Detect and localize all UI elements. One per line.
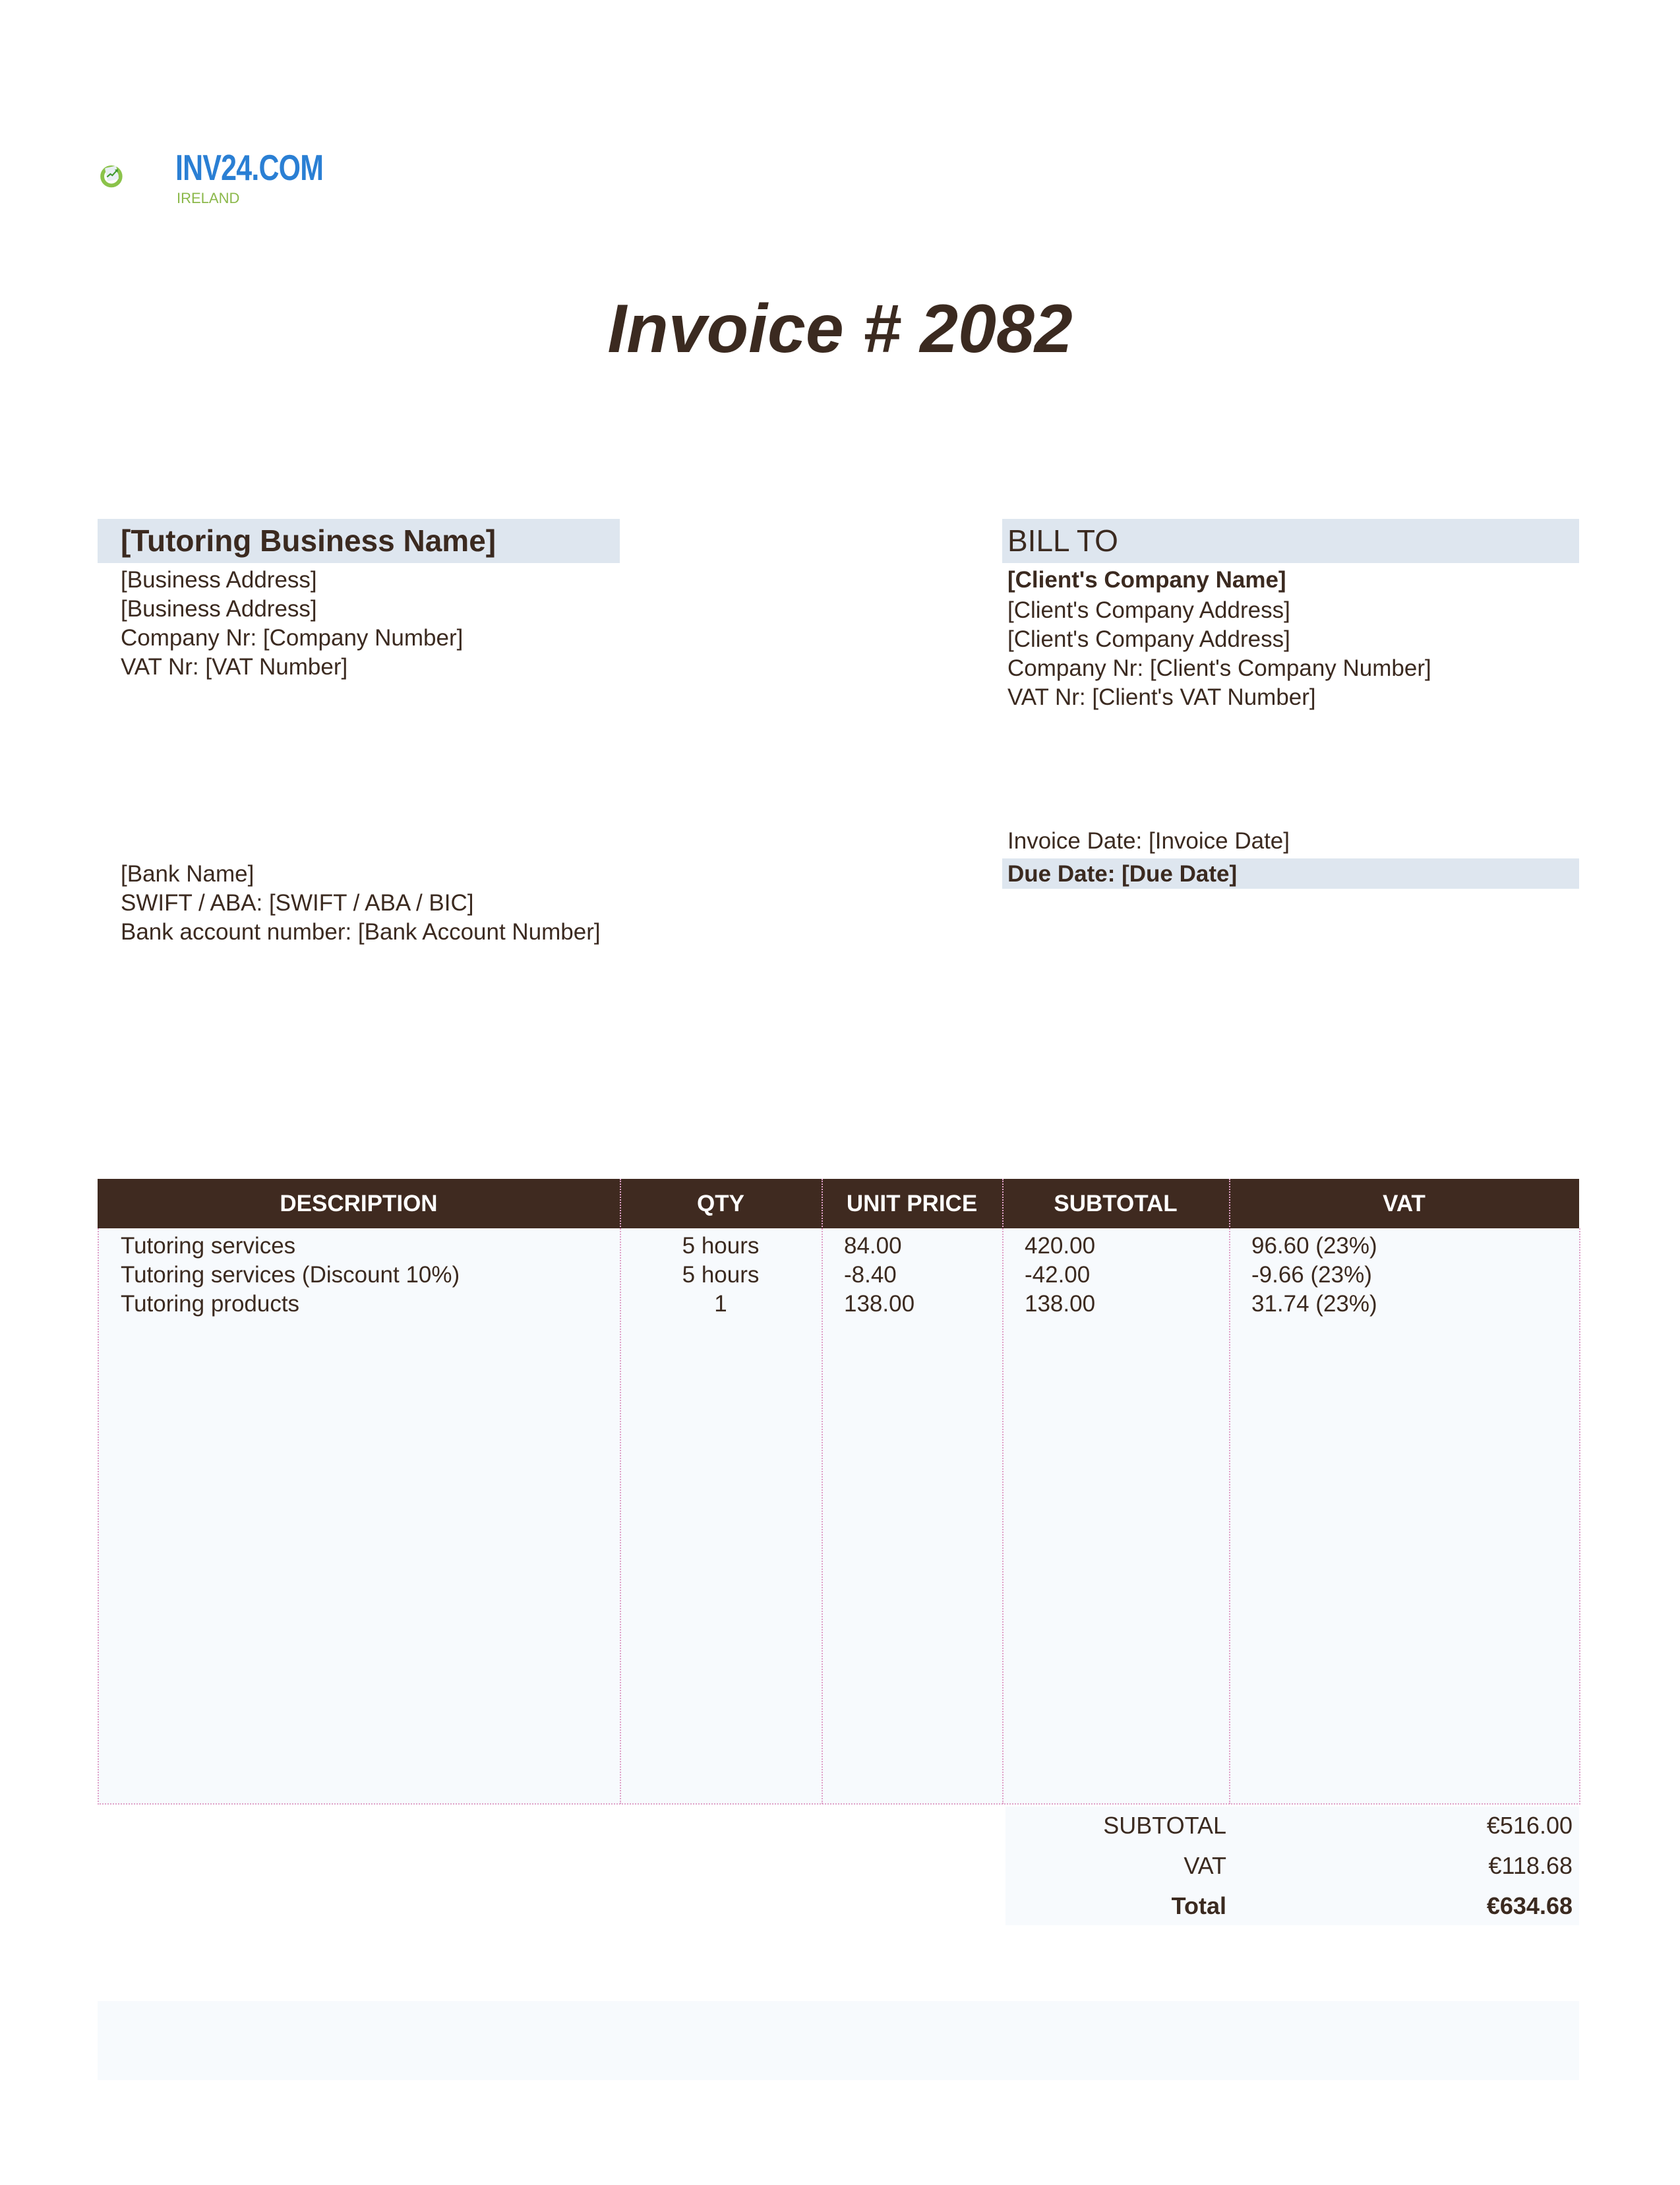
- bill-to-heading: BILL TO: [1007, 524, 1118, 558]
- invoice-date: Invoice Date: [Invoice Date]: [1007, 828, 1290, 854]
- row-2-vat: -9.66 (23%): [1251, 1262, 1372, 1288]
- row-3-unit-price: 138.00: [844, 1291, 915, 1317]
- seller-company-nr: Company Nr: [Company Number]: [121, 625, 464, 651]
- subtotal-label: SUBTOTAL: [1103, 1812, 1226, 1839]
- row-2-description: Tutoring services (Discount 10%): [121, 1262, 460, 1288]
- client-company-nr: Company Nr: [Client's Company Number]: [1007, 655, 1431, 681]
- row-2-unit-price: -8.40: [844, 1262, 897, 1288]
- items-table-header: [98, 1179, 1579, 1228]
- footer-notes-area: [98, 2001, 1579, 2080]
- company-logo: [99, 138, 178, 211]
- logo-text: INV24.COM: [175, 147, 324, 188]
- vat-value: €118.68: [1488, 1852, 1573, 1879]
- column-divider: [1002, 1179, 1004, 1804]
- row-1-vat: 96.60 (23%): [1251, 1233, 1377, 1259]
- row-3-vat: 31.74 (23%): [1251, 1291, 1377, 1317]
- total-value: €634.68: [1486, 1892, 1573, 1919]
- row-1-qty: 5 hours: [682, 1233, 760, 1259]
- row-3-qty: 1: [714, 1291, 727, 1317]
- logo-subtitle: IRELAND: [177, 190, 240, 206]
- header-subtotal: SUBTOTAL: [1054, 1191, 1178, 1216]
- invoice-title: Invoice # 2082: [607, 291, 1073, 367]
- seller-vat-nr: VAT Nr: [VAT Number]: [121, 654, 348, 680]
- header-description: DESCRIPTION: [280, 1191, 438, 1216]
- seller-name: [Tutoring Business Name]: [121, 524, 496, 558]
- client-vat-nr: VAT Nr: [Client's VAT Number]: [1007, 684, 1316, 710]
- column-divider: [1229, 1179, 1230, 1804]
- total-label: Total: [1171, 1892, 1226, 1919]
- row-1-description: Tutoring services: [121, 1233, 296, 1259]
- row-1-subtotal: 420.00: [1025, 1233, 1096, 1259]
- header-unit-price: UNIT PRICE: [846, 1191, 978, 1216]
- client-address-1: [Client's Company Address]: [1007, 597, 1290, 623]
- client-company-name: [Client's Company Name]: [1007, 567, 1286, 593]
- vat-label: VAT: [1184, 1852, 1226, 1879]
- seller-address-1: [Business Address]: [121, 567, 317, 593]
- row-3-description: Tutoring products: [121, 1291, 300, 1317]
- header-qty: QTY: [697, 1191, 744, 1216]
- bank-swift: SWIFT / ABA: [SWIFT / ABA / BIC]: [121, 890, 474, 916]
- due-date: Due Date: [Due Date]: [1007, 861, 1238, 887]
- row-2-subtotal: -42.00: [1025, 1262, 1091, 1288]
- seller-address-2: [Business Address]: [121, 596, 317, 622]
- row-3-subtotal: 138.00: [1025, 1291, 1096, 1317]
- row-2-qty: 5 hours: [682, 1262, 760, 1288]
- header-vat: VAT: [1383, 1191, 1425, 1216]
- bank-account: Bank account number: [Bank Account Number]: [121, 919, 601, 945]
- bank-name: [Bank Name]: [121, 861, 255, 887]
- subtotal-value: €516.00: [1486, 1812, 1573, 1839]
- column-divider: [822, 1179, 823, 1804]
- row-1-unit-price: 84.00: [844, 1233, 902, 1259]
- client-address-2: [Client's Company Address]: [1007, 626, 1290, 652]
